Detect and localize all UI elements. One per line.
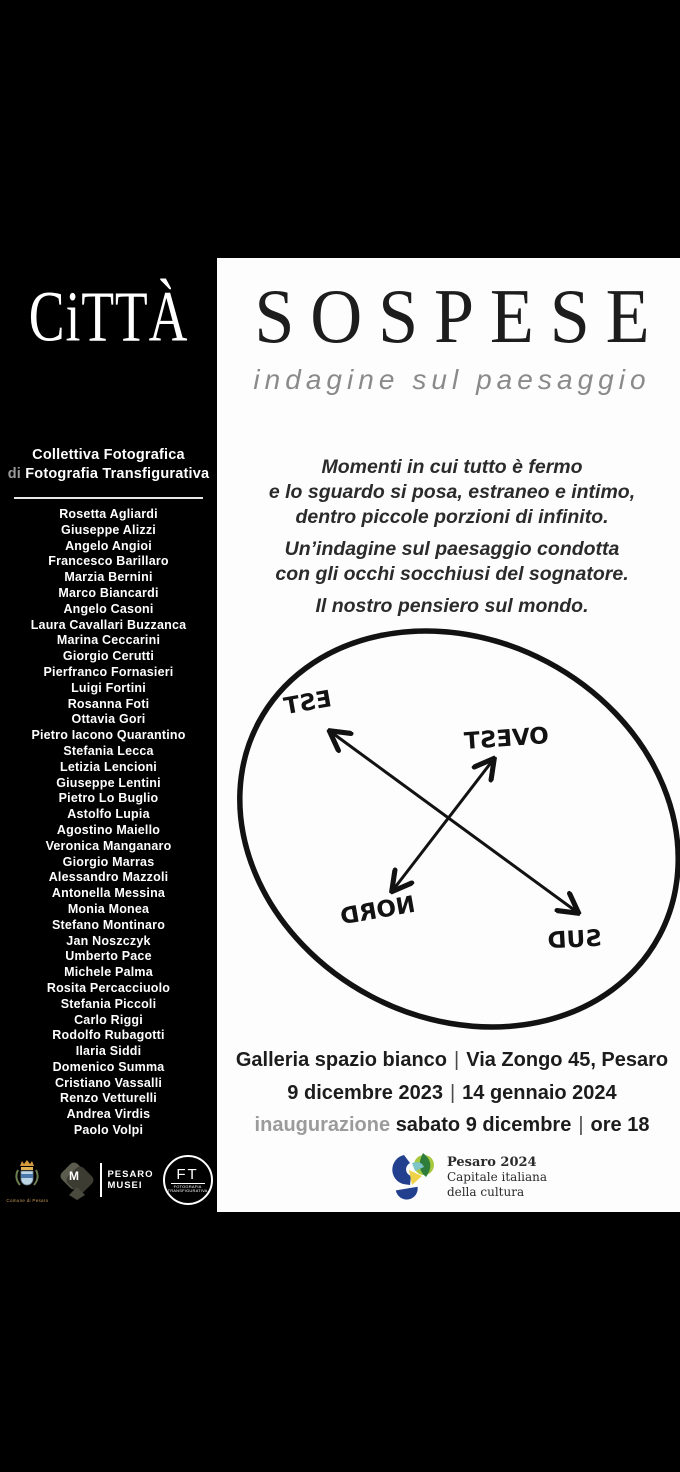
artist-name: Laura Cavallari Buzzanca [30,617,187,632]
artist-name: Ottavia Gori [71,712,146,727]
intro-line: Momenti in cui tutto è fermo [321,456,583,478]
intro-line: Un’indagine sul paesaggio condotta [284,538,620,560]
artist-name: Giuseppe Alizzi [61,522,156,537]
poster-title-citta: CiTTÀ [28,276,189,357]
comune-di-pesaro-logo [4,1158,50,1203]
artist-name: Domenico Summa [52,1059,165,1074]
comune-crest-icon [10,1158,44,1192]
artist-name: Andrea Virdis [66,1107,151,1122]
musei-mark-icon [59,1159,95,1201]
pesaro-musei-logo [59,1159,153,1201]
separator: | [454,1049,460,1071]
compass-label-nord: NORD [338,891,418,931]
date-end: 14 gennaio 2024 [462,1081,617,1104]
ft-initials: FT [176,1165,199,1183]
artist-list [0,507,217,1139]
artist-name: Carlo Riggi [74,1012,143,1027]
separator: | [578,1114,584,1136]
musei-word2: MUSEI [107,1180,143,1191]
artist-name: Antonella Messina [51,886,166,901]
venue-address: Via Zongo 45, Pesaro [466,1049,669,1071]
artist-name: Angelo Angioi [65,538,152,553]
artist-name: Giuseppe Lentini [56,775,161,790]
artist-name: Veronica Manganaro [45,838,172,853]
venue-line [224,1044,680,1077]
pesaro-2024-title: Pesaro 2024 [446,1154,537,1170]
intro-text [224,455,680,619]
artist-name: Angelo Casoni [63,601,154,616]
intro-line: e lo sguardo si posa, estraneo e intimo, [268,481,636,503]
opening-label: inaugurazione [254,1114,391,1136]
pesaro-2024-logo [224,1150,680,1204]
artist-name: Ilaria Siddi [75,1044,142,1059]
poster-title-sospese: SOSPESE [254,272,666,360]
separator: | [449,1081,456,1104]
artist-name: Stefania Piccoli [60,996,157,1011]
compass-label-est: EST [281,686,334,721]
collective-heading-line1: Collettiva Fotografica [32,447,185,463]
artist-name: Marzia Bernini [64,570,153,585]
compass-label-sud: SUD [546,925,603,955]
artist-name: Stefano Montinaro [51,917,166,932]
intro-line: con gli occhi socchiusi del sognatore. [275,563,629,585]
artist-name: Marco Biancardi [58,585,159,600]
artist-name: Cristiano Vassalli [54,1075,163,1090]
ft-sub2: TRANSFIGURATIVA [167,1188,208,1193]
artist-name: Pietro Iacono Quarantino [31,728,186,743]
ft-logo [163,1155,213,1205]
artist-name: Astolfo Lupia [67,807,150,822]
compass-arrow-ovest-nord [393,760,493,890]
artist-name: Renzo Vetturelli [60,1091,157,1106]
opening-line [224,1109,680,1142]
opening-date: sabato 9 dicembre [395,1114,572,1136]
artist-name: Rosetta Agliardi [59,507,158,521]
date-start: 9 dicembre 2023 [287,1081,443,1104]
artist-name: Rosita Percacciuolo [46,980,171,995]
dates-line [224,1077,680,1110]
artist-name: Marina Ceccarini [56,633,161,648]
intro-line: Il nostro pensiero sul mondo. [315,595,589,617]
artist-name: Giorgio Marras [62,854,155,869]
pesaro-2024-text [447,1155,547,1200]
musei-word1: PESARO [107,1169,154,1180]
compass-label-ovest: OVEST [463,723,550,755]
sidebar-divider [14,497,203,499]
event-info [224,1044,680,1142]
pesaro-2024-sub1: Capitale italiana [446,1169,548,1184]
musei-wordmark [107,1169,153,1191]
musei-divider [100,1163,102,1197]
compass-drawing [235,618,680,1048]
artist-name: Agostino Maiello [56,822,161,837]
artist-name: Alessandro Mazzoli [48,870,169,885]
ft-sub1: FOTOGRAFIA [173,1183,202,1189]
pesaro-2024-mark-icon [387,1150,437,1204]
collective-heading-prefix: di [7,466,21,482]
artist-name: Giorgio Cerutti [62,649,155,664]
artist-name: Letizia Lencioni [60,759,157,774]
compass-arrow-est-sud [331,732,577,912]
artist-name: Stefania Lecca [63,743,154,758]
artist-name: Rodolfo Rubagotti [52,1028,165,1043]
venue-name: Galleria spazio bianco [235,1049,448,1071]
artist-name: Jan Noszczyk [66,933,151,948]
intro-line: dentro piccole porzioni di infinito. [295,506,609,528]
artist-name: Monia Monea [67,901,150,916]
artist-name: Rosanna Foti [67,696,150,711]
artist-name: Umberto Pace [65,949,152,964]
comune-label: Comune di Pesaro [6,1197,49,1203]
artist-name: Luigi Fortini [71,680,146,695]
collective-heading-main: Fotografia Transfigurativa [25,466,210,482]
collective-heading [0,446,217,484]
compass-ellipse [235,618,680,1048]
artist-name: Francesco Barillaro [48,554,169,569]
artist-name: Paolo Volpi [73,1123,144,1138]
artist-name: Michele Palma [64,965,153,980]
pesaro-2024-sub2: della cultura [446,1184,525,1199]
opening-time: ore 18 [590,1114,650,1136]
artist-name: Pierfranco Fornasieri [43,664,174,679]
collective-heading-line2 [0,465,217,484]
artist-name: Pietro Lo Buglio [58,791,159,806]
sidebar-logos [0,1148,217,1212]
svg-text:M: M [69,1169,80,1183]
poster-subtitle: indagine sul paesaggio [253,364,651,395]
